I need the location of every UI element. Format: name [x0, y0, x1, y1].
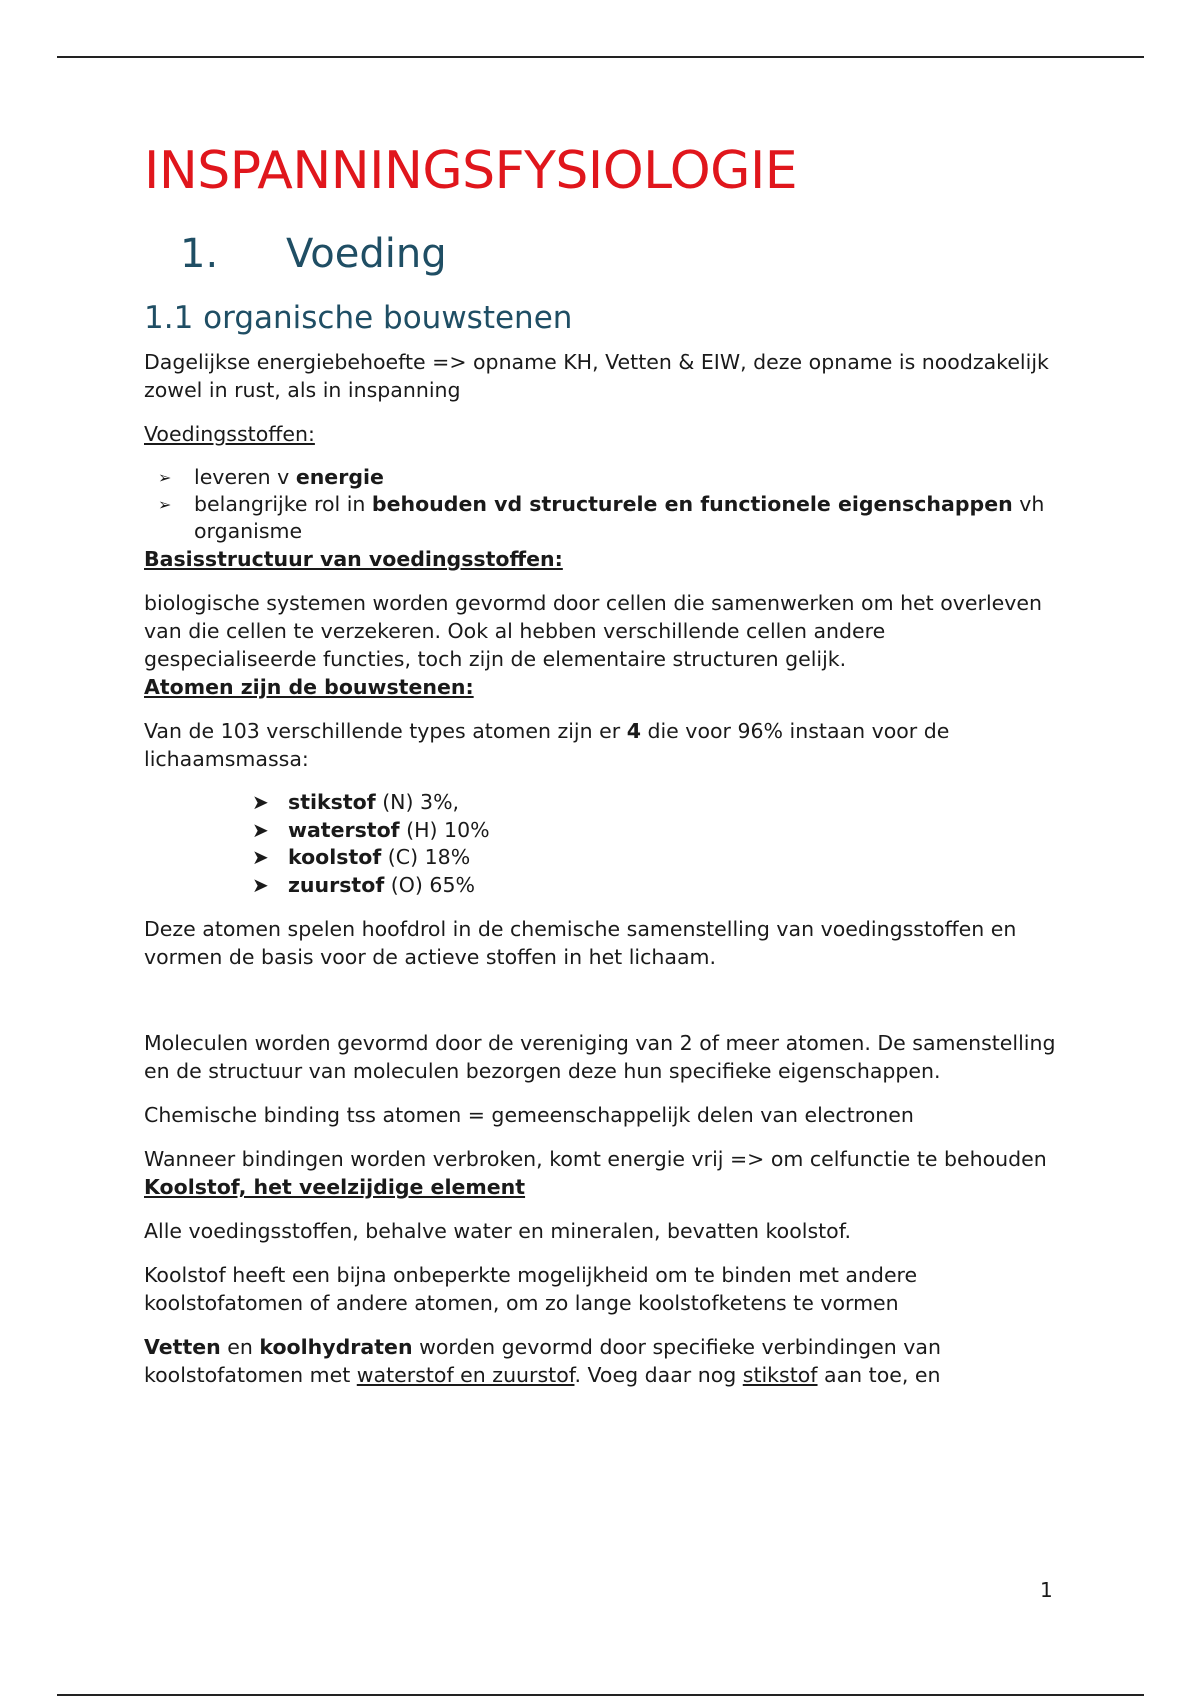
atomen-list — [252, 789, 1064, 899]
arrow-bullet-icon: ➤ — [252, 790, 269, 814]
page-content — [144, 138, 1064, 1389]
atomen-heading: Atomen zijn de bouwstenen: — [144, 675, 474, 699]
list-item: ➤ zuurstof (O) 65% — [252, 872, 1064, 900]
basisstructuur-text: biologische systemen worden gevormd door cellen die samenwerken om het overleven van die cellen te verzekeren. Ook al hebben verschillende cellen andere gespecialiseerde functies, toch zijn de elementaire structuren gelijk. — [144, 591, 1042, 671]
moleculen-text: Moleculen worden gevormd door de vereniging van 2 of meer atomen. De samenstelling en de structuur van moleculen bezorgen deze hun specifieke eigenschappen. — [144, 1031, 1056, 1083]
energie-text: Wanneer bindingen worden verbroken, komt energie vrij => om celfunctie te behouden — [144, 1147, 1047, 1171]
chapter-label: Voeding — [286, 231, 447, 277]
koolstof-text-3: Vetten en koolhydraten worden gevormd door specifieke verbindingen van koolstofatomen met waterstof en zuurstof. Voeg daar nog stikstof aan toe, en — [144, 1335, 941, 1387]
arrow-bullet-icon: ➤ — [252, 817, 269, 842]
voedingsstoffen-list — [158, 464, 1064, 545]
arrow-bullet-icon: ➤ — [252, 872, 269, 897]
basisstructuur-heading: Basisstructuur van voedingsstoffen: — [144, 547, 563, 571]
atomen-intro: Van de 103 verschillende types atomen zijn er 4 die voor 96% instaan voor de lichaamsmassa: — [144, 719, 950, 771]
header-rule — [57, 56, 1144, 58]
footer-rule — [57, 1694, 1144, 1696]
list-item: ➢ belangrijke rol in behouden vd structurele en functionele eigenschappen vh organisme — [158, 492, 1045, 543]
arrow-bullet-icon: ➤ — [252, 845, 269, 869]
voedingsstoffen-label: Voedingsstoffen: — [144, 422, 315, 446]
page-number: 1 — [1040, 1578, 1053, 1602]
list-item: ➤ waterstof (H) 10% — [252, 817, 1064, 845]
atomen-outro: Deze atomen spelen hoofdrol in de chemische samenstelling van voedingsstoffen en vormen de basis voor de actieve stoffen in het lichaam. — [144, 917, 1017, 969]
koolstof-text-2: Koolstof heeft een bijna onbeperkte mogelijkheid om te binden met andere koolstofatomen of andere atomen, om zo lange koolstofketens te vormen — [144, 1263, 918, 1315]
chapter-heading — [180, 228, 1064, 280]
arrow-bullet-icon: ➢ — [158, 468, 172, 487]
document-title: INSPANNINGSFYSIOLOGIE — [144, 141, 798, 201]
list-item: ➤ stikstof (N) 3%, — [252, 789, 1064, 817]
section-heading: 1.1 organische bouwstenen — [144, 300, 573, 336]
list-item: ➤ koolstof (C) 18% — [252, 844, 1064, 872]
koolstof-heading: Koolstof, het veelzijdige element — [144, 1175, 526, 1199]
list-item: ➢ leveren v energie — [158, 465, 384, 489]
koolstof-text-1: Alle voedingsstoffen, behalve water en mineralen, bevatten koolstof. — [144, 1219, 851, 1243]
binding-text: Chemische binding tss atomen = gemeenschappelijk delen van electronen — [144, 1103, 914, 1127]
chapter-number: 1. — [180, 231, 219, 277]
paragraph-energiebehoefte: Dagelijkse energiebehoefte => opname KH, Vetten & EIW, deze opname is noodzakelijk zowel in rust, als in inspanning — [144, 350, 1049, 402]
arrow-bullet-icon: ➢ — [158, 495, 172, 514]
